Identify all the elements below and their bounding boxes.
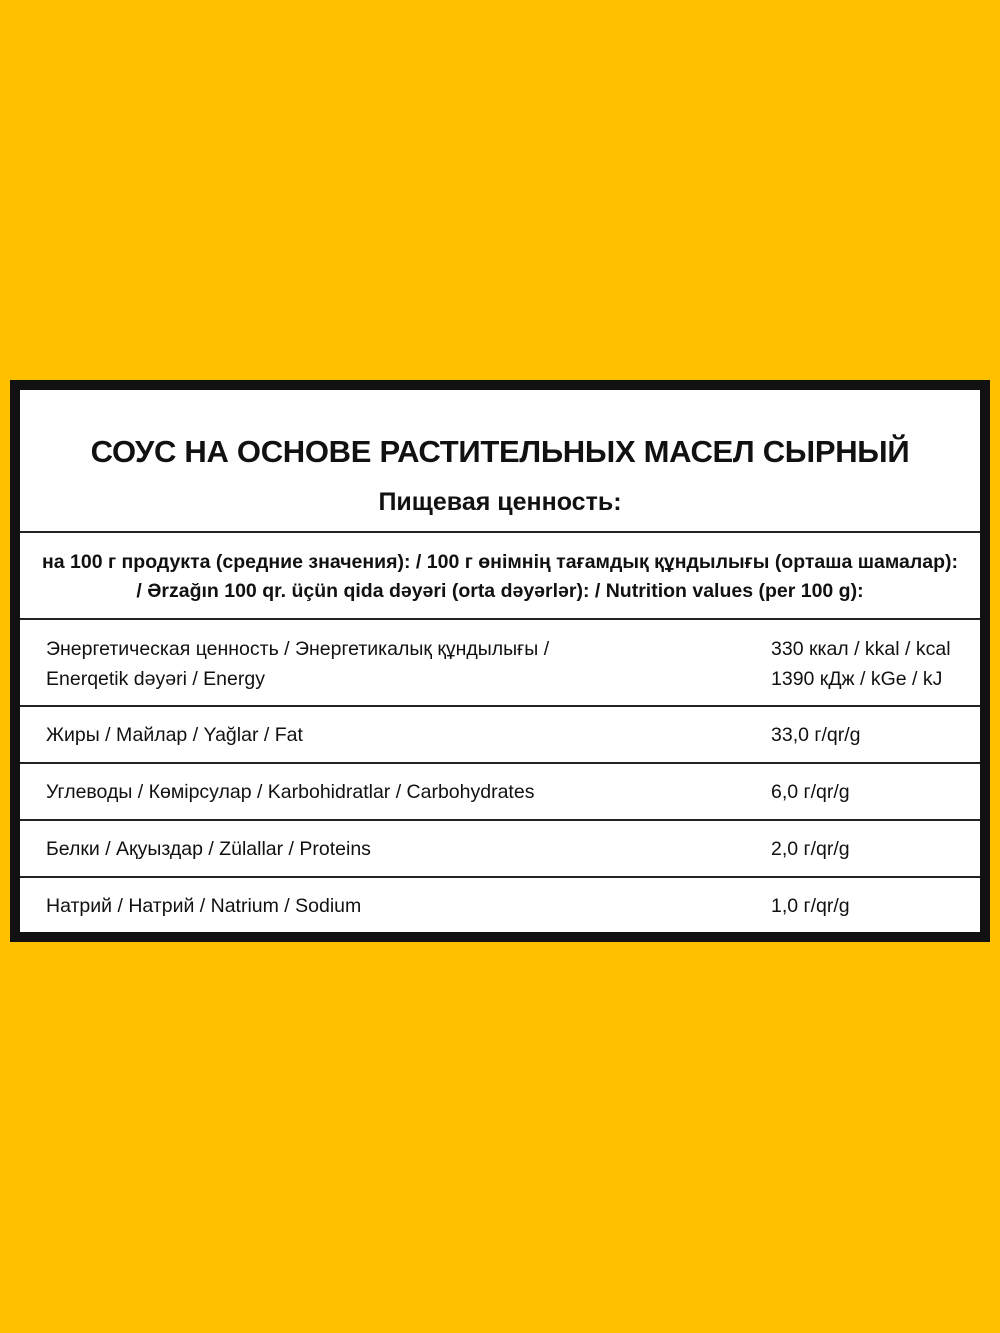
nutrient-row-proteins [20,821,980,878]
nutrient-name-line: Enerqetik dəyəri / Energy [46,668,265,690]
nutrition-subtitle: Пищевая ценность: [378,488,622,516]
nutrient-row-carbohydrates [20,764,980,821]
nutrition-label [10,380,990,942]
nutrient-name [46,777,746,807]
nutrient-row-fat [20,707,980,764]
nutrient-name-line: Натрий / Натрий / Natrium / Sodium [46,895,362,917]
nutrient-name-line: Углеводы / Көмірсулар / Karbohidratlar / Carbohydrates [46,781,535,803]
nutrient-row-energy [20,620,980,707]
nutrient-value [771,834,981,864]
nutrient-value-line: 1,0 г/qr/g [771,895,850,917]
nutrient-value [771,634,981,694]
per-100g-caption-line-1: на 100 г продукта (средние значения): / 100 г өнімнің тағамдық құндылығы (орташа шамалар): [41,551,959,573]
nutrient-name [46,834,746,864]
nutrient-name-line: Энергетическая ценность / Энергетикалық құндылығы / [46,638,550,660]
per-100g-caption-line-2: / Ərzağın 100 qr. üçün qida dəyəri (orta dəyərlər): / Nutrition values (per 100 g): [136,580,864,602]
nutrient-value-line: 330 ккал / kkal / kcal [771,638,951,660]
label-header [20,390,980,533]
product-title: СОУС НА ОСНОВЕ РАСТИТЕЛЬНЫХ МАСЕЛ СЫРНЫЙ [90,434,910,469]
nutrient-row-sodium [20,878,980,935]
nutrient-value-line: 1390 кДж / kGe / kJ [771,668,943,690]
nutrient-value [771,720,981,750]
nutrient-value-line: 6,0 г/qr/g [771,781,850,803]
per-100g-caption [20,533,980,620]
nutrient-value [771,891,981,921]
nutrient-value [771,777,981,807]
nutrient-value-line: 2,0 г/qr/g [771,838,850,860]
nutrient-name [46,634,746,694]
nutrient-value-line: 33,0 г/qr/g [771,724,861,746]
nutrient-name-line: Жиры / Майлар / Yağlar / Fat [46,724,303,746]
nutrient-name [46,891,746,921]
nutrient-name [46,720,746,750]
nutrient-name-line: Белки / Ақуыздар / Zülallar / Proteins [46,838,371,860]
